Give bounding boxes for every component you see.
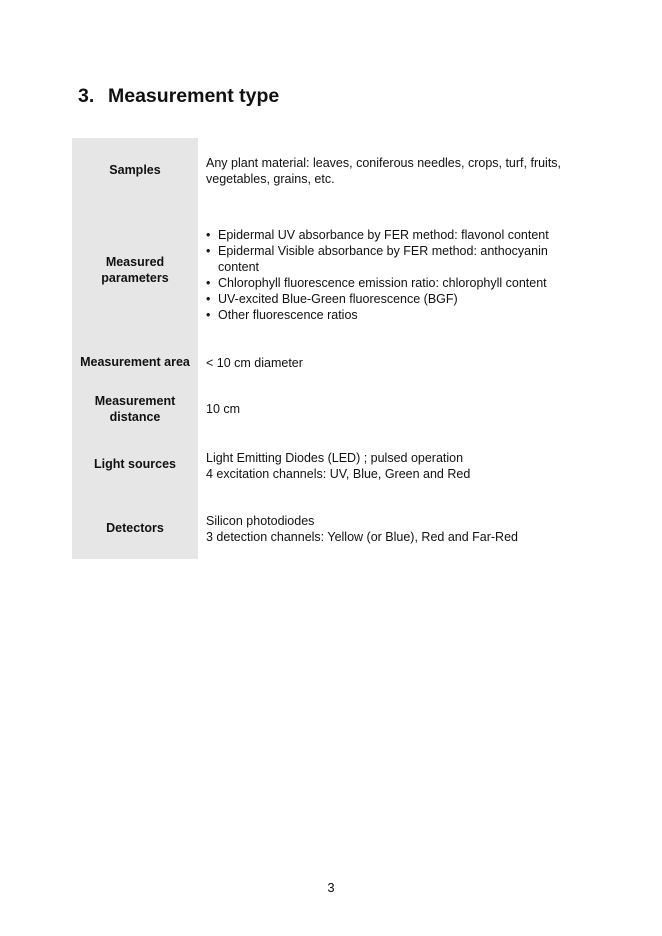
row-value-samples <box>198 138 592 201</box>
table-row-detectors <box>72 496 592 559</box>
row-label-measurement-distance: Measurement distance <box>72 386 198 432</box>
list-item: • Epidermal UV absorbance by FER method: flavonol content <box>206 227 588 243</box>
detectors-line: 3 detection channels: Yellow (or Blue), Red and Far-Red <box>206 529 518 544</box>
light-sources-line: 4 excitation channels: UV, Blue, Green and Red <box>206 466 471 481</box>
section-heading <box>78 85 279 108</box>
row-value-light-sources <box>198 432 592 496</box>
list-item: • UV-excited Blue-Green fluorescence (BGF) <box>206 291 588 307</box>
row-value-detectors <box>198 496 592 559</box>
row-label-samples: Samples <box>72 138 198 201</box>
page-number: 3 <box>327 880 335 895</box>
row-value-measured-parameters <box>198 201 592 338</box>
table-row-samples <box>72 138 592 201</box>
table-row-measurement-area <box>72 338 592 386</box>
area-text: < 10 cm diameter <box>206 356 303 370</box>
section-number: 3. <box>78 85 95 107</box>
measurement-spec-table <box>72 138 592 559</box>
row-value-measurement-distance <box>198 386 592 432</box>
list-item: • Other fluorescence ratios <box>206 307 588 323</box>
row-label-light-sources: Light sources <box>72 432 198 496</box>
samples-text: Any plant material: leaves, coniferous needles, crops, turf, fruits, vegetables, grains, etc. <box>206 155 562 186</box>
table-row-light-sources <box>72 432 592 496</box>
row-label-detectors: Detectors <box>72 496 198 559</box>
list-item: • Epidermal Visible absorbance by FER method: anthocyanin content <box>206 243 588 275</box>
row-label-measurement-area: Measurement area <box>72 338 198 386</box>
table-row-measurement-distance <box>72 386 592 432</box>
table-row-measured-parameters <box>72 201 592 338</box>
row-value-measurement-area <box>198 338 592 386</box>
row-label-measured-parameters: Measured parameters <box>72 201 198 338</box>
detectors-line: Silicon photodiodes <box>206 513 315 528</box>
parameters-list <box>206 227 588 323</box>
list-item: • Chlorophyll fluorescence emission ratio: chlorophyll content <box>206 275 588 291</box>
light-sources-line: Light Emitting Diodes (LED) ; pulsed operation <box>206 450 464 465</box>
distance-text: 10 cm <box>206 402 241 416</box>
section-title: Measurement type <box>108 85 280 107</box>
